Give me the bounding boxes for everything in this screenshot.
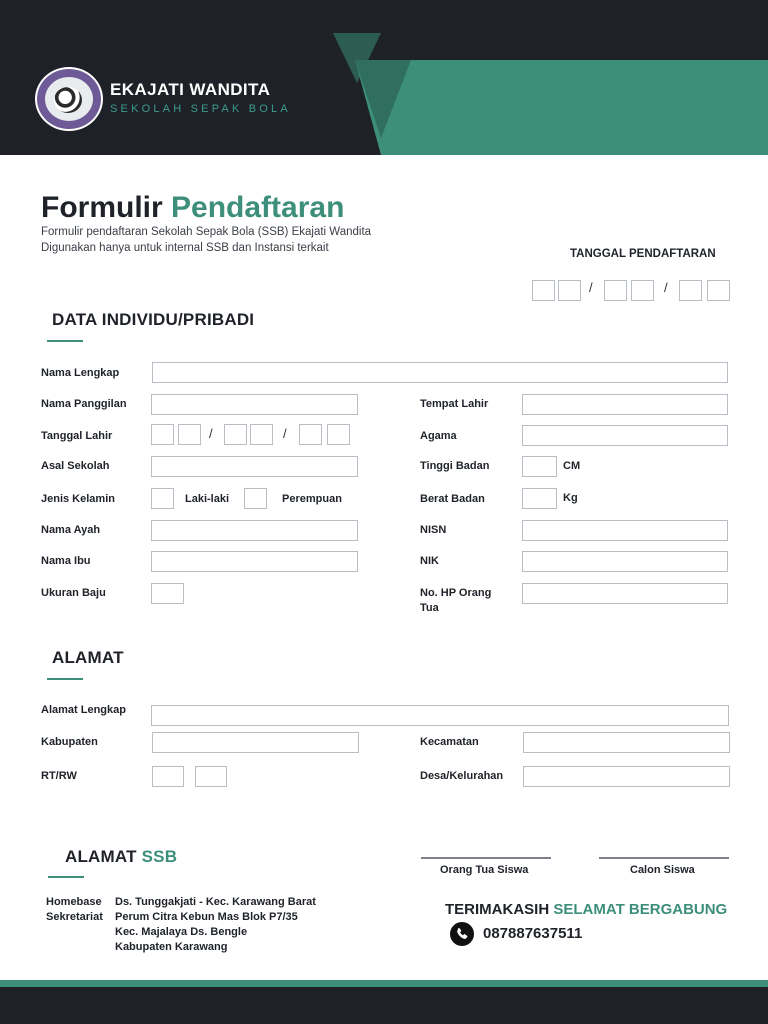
reg-day-digit-2[interactable] <box>558 280 581 301</box>
label-village: Desa/Kelurahan <box>420 770 504 782</box>
reg-month-digit-2[interactable] <box>631 280 654 301</box>
secretariat-line-1: Perum Citra Kebun Mas Blok P7/35 <box>115 911 298 923</box>
birth-day-digit-2[interactable] <box>178 424 201 445</box>
mother-name-field[interactable] <box>151 551 358 572</box>
header-decoration <box>0 0 768 155</box>
reg-year-digit-2[interactable] <box>707 280 730 301</box>
label-rt-rw: RT/RW <box>41 770 77 782</box>
label-height: Tinggi Badan <box>420 460 490 472</box>
contact-phone[interactable]: 087887637511 <box>483 925 583 942</box>
reg-month-digit-1[interactable] <box>604 280 627 301</box>
weight-field[interactable] <box>522 488 557 509</box>
subtitle-line-2: Digunakan hanya untuk internal SSB dan Instansi terkait <box>41 241 329 254</box>
label-birth-date: Tanggal Lahir <box>41 430 113 442</box>
label-parent-phone-line-1: No. HP Orang <box>420 587 492 599</box>
homebase-value: Ds. Tunggakjati - Kec. Karawang Barat <box>115 896 316 908</box>
label-shirt-size: Ukuran Baju <box>41 587 106 599</box>
secretariat-label: Sekretariat <box>46 911 103 923</box>
secretariat-line-3: Kabupaten Karawang <box>115 941 228 953</box>
birth-year-digit-2[interactable] <box>327 424 350 445</box>
section-personal-rule <box>47 340 83 342</box>
label-nik: NIK <box>420 555 439 567</box>
height-field[interactable] <box>522 456 557 477</box>
phone-glyph <box>450 922 474 946</box>
gender-male-label: Laki-laki <box>185 493 230 505</box>
label-father: Nama Ayah <box>41 524 101 536</box>
reg-year-digit-1[interactable] <box>679 280 702 301</box>
section-ssb-title-main: ALAMAT <box>65 847 137 866</box>
regency-field[interactable] <box>152 732 359 753</box>
form-title <box>41 191 344 225</box>
height-unit: CM <box>563 460 581 472</box>
section-address-title: ALAMAT <box>52 648 124 667</box>
label-weight: Berat Badan <box>420 493 485 505</box>
form-subtitle <box>41 225 371 256</box>
closing-message <box>445 901 727 918</box>
section-ssb-title <box>65 847 177 867</box>
village-field[interactable] <box>523 766 730 787</box>
soccer-ball-icon <box>54 87 82 113</box>
parent-signature-line[interactable] <box>421 857 551 859</box>
phone-icon <box>450 922 474 946</box>
homebase-label: Homebase <box>46 896 102 908</box>
form-title-accent: Pendaftaran <box>171 191 345 224</box>
weight-unit: Kg <box>563 492 578 504</box>
label-district: Kecamatan <box>420 736 479 748</box>
birth-day-digit-1[interactable] <box>151 424 174 445</box>
birth-date-separator: / <box>283 426 287 441</box>
birth-month-digit-1[interactable] <box>224 424 247 445</box>
reg-day-digit-1[interactable] <box>532 280 555 301</box>
footer-band <box>0 987 768 1024</box>
gender-female-label: Perempuan <box>282 493 342 505</box>
nik-field[interactable] <box>522 551 728 572</box>
label-parent-phone <box>420 586 491 616</box>
registration-date-label: TANGGAL PENDAFTARAN <box>570 248 716 260</box>
secretariat-value <box>115 910 298 955</box>
section-personal-title: DATA INDIVIDU/PRIBADI <box>52 310 255 329</box>
label-nickname: Nama Panggilan <box>41 398 127 410</box>
section-ssb-rule <box>48 876 84 878</box>
closing-thanks: TERIMAKASIH <box>445 901 550 918</box>
full-name-field[interactable] <box>152 362 728 383</box>
closing-welcome: SELAMAT BERGABUNG <box>553 901 728 918</box>
label-school: Asal Sekolah <box>41 460 110 472</box>
birth-year-digit-1[interactable] <box>299 424 322 445</box>
reg-date-separator: / <box>589 280 593 295</box>
brand-name: EKAJATI WANDITA <box>110 80 271 99</box>
religion-field[interactable] <box>522 425 728 446</box>
label-regency: Kabupaten <box>41 736 98 748</box>
student-signature-line[interactable] <box>599 857 729 859</box>
gender-male-checkbox[interactable] <box>151 488 174 509</box>
full-address-field[interactable] <box>151 705 729 726</box>
club-logo <box>35 67 103 131</box>
secretariat-line-2: Kec. Majalaya Ds. Bengle <box>115 926 248 938</box>
label-full-name: Nama Lengkap <box>41 367 120 379</box>
section-ssb-title-accent: SSB <box>141 847 178 866</box>
label-birth-place: Tempat Lahir <box>420 398 489 410</box>
shirt-size-field[interactable] <box>151 583 184 604</box>
brand-subtitle: SEKOLAH SEPAK BOLA <box>110 103 291 115</box>
label-parent-phone-line-2: Tua <box>420 602 439 614</box>
gender-female-checkbox[interactable] <box>244 488 267 509</box>
section-address-rule <box>47 678 83 680</box>
parent-signature-label: Orang Tua Siswa <box>440 864 529 876</box>
label-full-address: Alamat Lengkap <box>41 704 126 716</box>
form-title-main: Formulir <box>41 191 163 224</box>
label-gender: Jenis Kelamin <box>41 493 115 505</box>
father-name-field[interactable] <box>151 520 358 541</box>
header-banner <box>0 0 768 155</box>
nisn-field[interactable] <box>522 520 728 541</box>
school-field[interactable] <box>151 456 358 477</box>
subtitle-line-1: Formulir pendaftaran Sekolah Sepak Bola (SSB) Ekajati Wandita <box>41 226 372 238</box>
birth-place-field[interactable] <box>522 394 728 415</box>
district-field[interactable] <box>523 732 730 753</box>
label-mother: Nama Ibu <box>41 555 91 567</box>
student-signature-label: Calon Siswa <box>630 864 695 876</box>
label-religion: Agama <box>420 430 457 442</box>
birth-date-separator: / <box>209 426 213 441</box>
rt-field[interactable] <box>152 766 184 787</box>
reg-date-separator: / <box>664 280 668 295</box>
parent-phone-field[interactable] <box>522 583 728 604</box>
nickname-field[interactable] <box>151 394 358 415</box>
birth-month-digit-2[interactable] <box>250 424 273 445</box>
rw-field[interactable] <box>195 766 227 787</box>
label-nisn: NISN <box>420 524 447 536</box>
footer-accent-band <box>0 980 768 987</box>
